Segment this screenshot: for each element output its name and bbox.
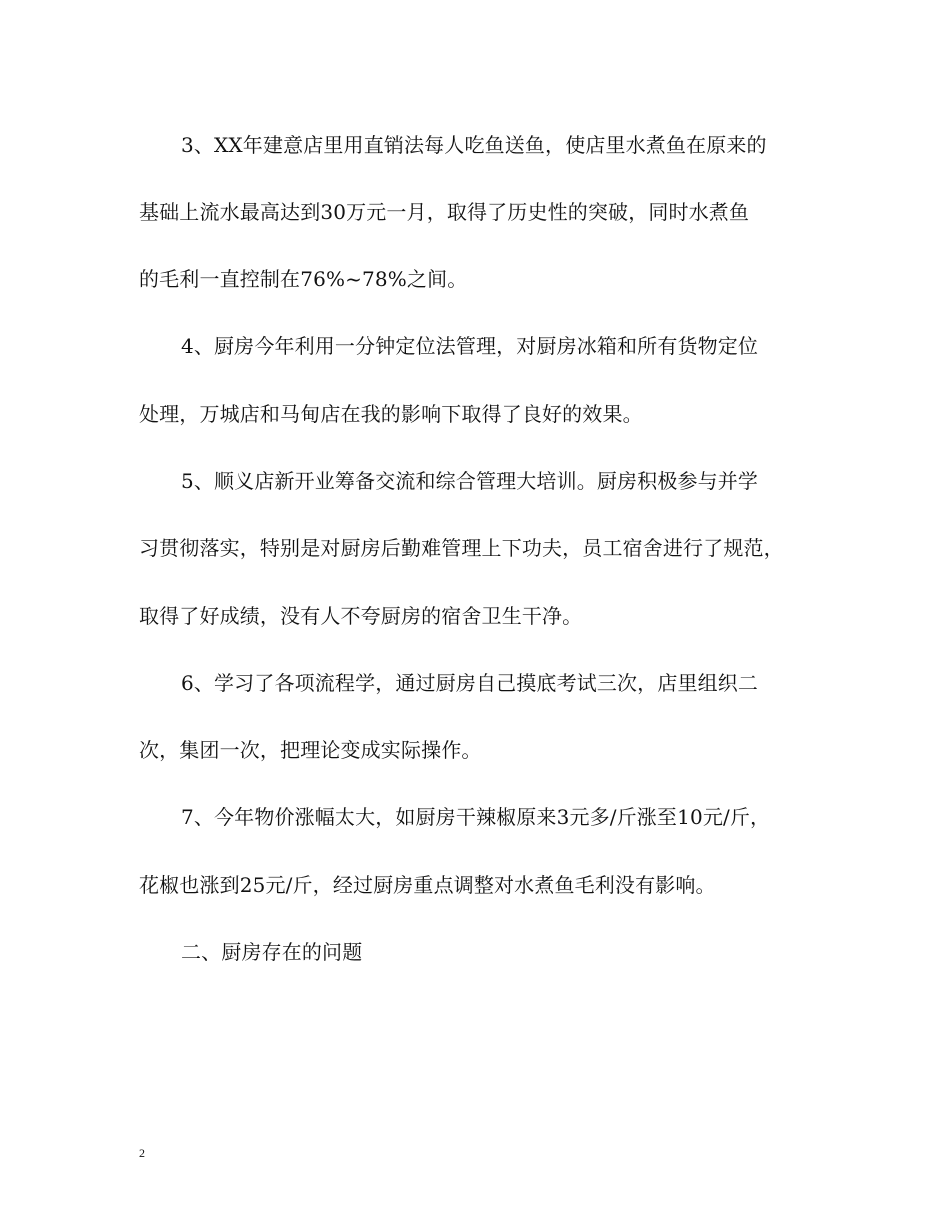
paragraph-7-line-2: 花椒也涨到25元/斤，经过厨房重点调整对水煮鱼毛利没有影响。 (139, 873, 716, 897)
paragraph-5-line-2: 习贯彻落实，特别是对厨房后勤难管理上下功夫，员工宿舍进行了规范， (139, 536, 784, 560)
paragraph-4-line-2: 处理，万城店和马甸店在我的影响下取得了良好的效果。 (139, 402, 643, 426)
section-heading: 二、厨房存在的问题 (181, 940, 363, 964)
paragraph-4-line-1: 4、厨房今年利用一分钟定位法管理，对厨房冰箱和所有货物定位 (181, 334, 759, 358)
paragraph-3-line-2: 基础上流水最高达到30万元一月，取得了历史性的突破，同时水煮鱼 (139, 200, 750, 224)
paragraph-6-line-2: 次，集团一次，把理论变成实际操作。 (139, 738, 482, 762)
paragraph-5-line-3: 取得了好成绩，没有人不夸厨房的宿舍卫生干净。 (139, 604, 583, 628)
paragraph-5-line-1: 5、顺义店新开业筹备交流和综合管理大培训。厨房积极参与并学 (181, 469, 759, 493)
paragraph-6-line-1: 6、学习了各项流程学，通过厨房自己摸底考试三次，店里组织二 (181, 671, 759, 695)
paragraph-3-line-3: 的毛利一直控制在76%~78%之间。 (139, 267, 468, 291)
paragraph-3-line-1: 3、XX年建意店里用直销法每人吃鱼送鱼，使店里水煮鱼在原来的 (181, 133, 767, 157)
page-number: 2 (139, 1146, 145, 1160)
paragraph-7-line-1: 7、今年物价涨幅太大，如厨房干辣椒原来3元多/斤涨至10元/斤， (181, 805, 771, 829)
